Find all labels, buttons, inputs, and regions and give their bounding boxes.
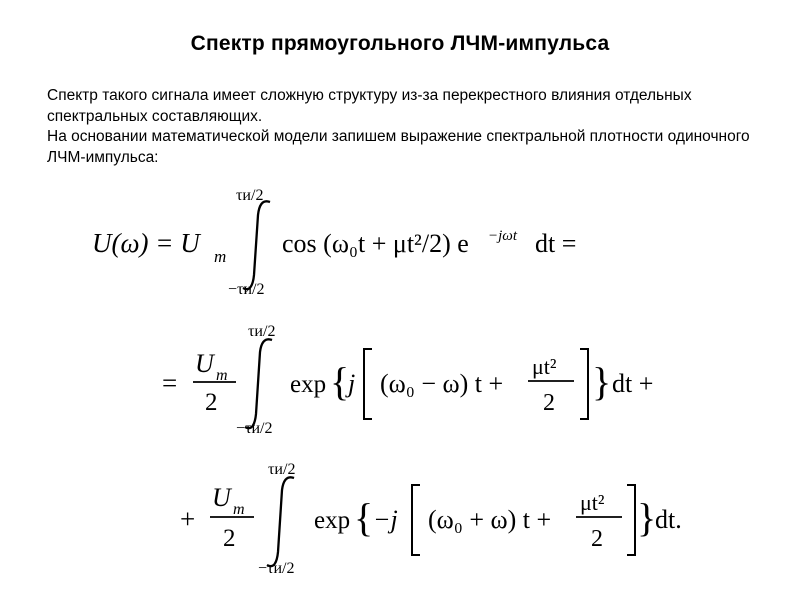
plus-prefix: + [180,504,196,534]
fraction-numerator: U [212,483,231,512]
lhs-subscript: m [214,247,227,266]
imaginary-unit: −j [373,505,398,534]
lower-limit: −τи/2 [236,420,273,437]
formula-line-2 [162,323,653,437]
left-brace: { [354,495,374,540]
exponent-text: −jωt [488,228,518,244]
left-bracket [364,349,372,419]
equals-prefix: = [162,368,178,398]
paragraph-intro: Спектр такого сигнала имеет сложную структуру из-за перекрестного влияния отдельных спектральных составляющих. [47,87,692,125]
fraction-denominator: 2 [205,389,218,416]
imaginary-unit: j [348,369,356,398]
mu-numerator: μt² [580,490,605,515]
slide-title: Спектр прямоугольного ЛЧМ-импульса [190,32,610,55]
fraction-numerator-subscript: m [216,367,228,384]
right-brace: } [592,359,612,404]
right-brace: } [637,495,657,540]
formula-line-1 [92,187,576,298]
left-brace: { [330,359,350,404]
lower-limit: −τи/2 [228,281,265,298]
integral-sign [267,477,294,566]
lhs-text: U(ω) = U [92,228,200,258]
mu-denominator: 2 [543,390,555,416]
inner-expression: (ω₀ + ω) t + [428,505,552,534]
integral-sign [243,201,270,289]
upper-limit: τи/2 [236,187,264,204]
fraction-numerator-subscript: m [233,501,245,518]
right-bracket [580,349,588,419]
fraction-numerator: U [195,349,214,378]
fraction-denominator: 2 [223,525,236,552]
mu-numerator: μt² [532,354,557,379]
exp-word: exp [290,371,327,398]
exp-word: exp [314,507,351,534]
integrand-text: cos (ω₀t + μt²/2) e [282,229,469,258]
formula-line-3 [180,461,682,577]
mu-denominator: 2 [591,526,603,552]
upper-limit: τи/2 [268,461,296,478]
integral-sign [245,339,272,428]
right-bracket [627,485,635,555]
paragraph-model: На основании математической модели запишем выражение спектральной плотности одиночного ЛЧМ-импульса: [47,128,750,166]
tail-text: dt = [535,229,577,258]
tail-text: dt. [655,505,682,534]
tail-text: dt + [612,369,654,398]
inner-expression: (ω₀ − ω) t + [380,369,504,398]
upper-limit: τи/2 [248,323,276,340]
left-bracket [412,485,420,555]
lower-limit: −τи/2 [258,560,295,577]
